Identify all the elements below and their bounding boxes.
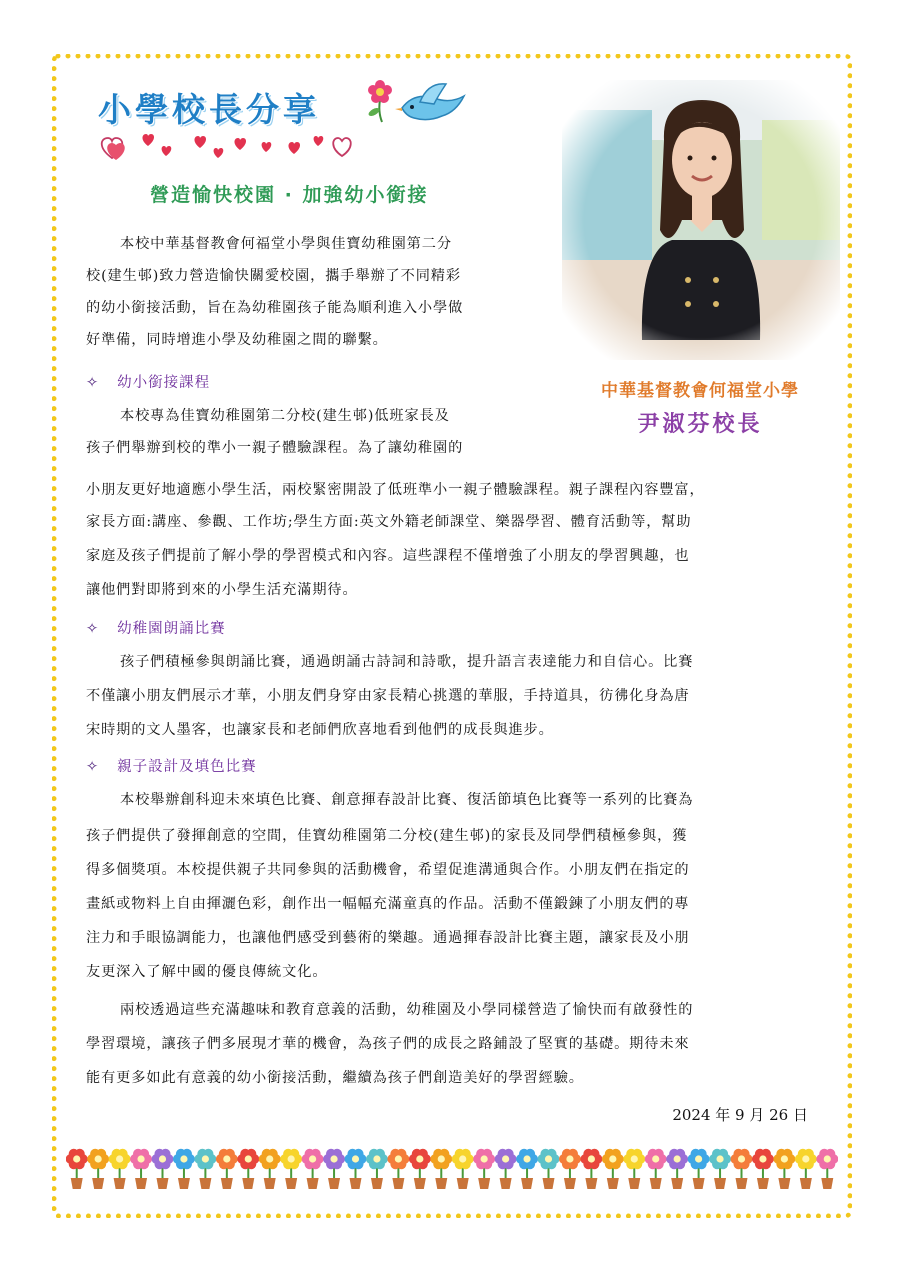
flower-icon — [280, 1149, 302, 1189]
flower-icon — [516, 1149, 538, 1189]
flower-icon — [623, 1149, 645, 1189]
flower-icon — [538, 1149, 560, 1189]
section-1-line-6: 讓他們對即將到來的小學生活充滿期待。 — [86, 582, 358, 598]
flower-icon — [666, 1149, 688, 1189]
section-3-line-1: 本校舉辦創科迎未來填色比賽、創意揮春設計比賽、復活節填色比賽等一系列的比賽為 — [120, 792, 694, 808]
flower-icon — [452, 1149, 474, 1189]
intro-line-3: 的幼小銜接活動，旨在為幼稚園孩子能為順利進入小學做 — [86, 300, 464, 316]
section-3-line-6: 友更深入了解中國的優良傳統文化。 — [86, 964, 328, 980]
section-heading-3 — [86, 756, 257, 778]
principal-caption — [560, 376, 840, 438]
section-1-line-4: 家長方面:講座、參觀、工作坊;學生方面:英文外籍老師課堂、樂器學習、體育活動等，幫助 — [86, 514, 692, 530]
flower-icon — [731, 1149, 753, 1189]
section-2-line-1: 孩子們積極參與朗誦比賽，通過朗誦古詩詞和詩歌，提升語言表達能力和自信心。比賽 — [120, 654, 694, 670]
principal-school: 中華基督教會何福堂小學 — [601, 381, 799, 401]
flower-icon — [194, 1149, 216, 1189]
flower-icon — [173, 1149, 195, 1189]
section-heading-label: 幼小銜接課程 — [117, 375, 211, 391]
flower-icon — [645, 1149, 667, 1189]
section-heading-1 — [86, 372, 210, 394]
flower-icon — [216, 1149, 238, 1189]
sparkle-icon: ✧ — [86, 759, 100, 775]
section-3-line-5: 注力和手眼協調能力，也讓他們感受到藝術的樂趣。通過揮春設計比賽主題，讓家長及小朋 — [86, 930, 690, 946]
closing-line-2: 學習環境，讓孩子們多展現才華的機會，為孩子們的成長之路鋪設了堅實的基礎。期待未來 — [86, 1036, 690, 1052]
section-3-line-2: 孩子們提供了發揮創意的空間，佳寶幼稚園第二分校(建生邨)的家長及同學們積極參與，獲 — [86, 828, 688, 844]
section-heading-2 — [86, 618, 226, 640]
subtitle: 營造愉快校園 · 加強幼小銜接 — [150, 184, 429, 206]
sparkle-icon: ✧ — [86, 375, 100, 391]
flower-icon — [688, 1149, 710, 1189]
flower-icon — [237, 1149, 259, 1189]
flower-icon — [430, 1149, 452, 1189]
section-1-line-2: 孩子們舉辦到校的準小一親子體驗課程。為了讓幼稚園的 — [86, 440, 464, 456]
page-title: 小學校長分享 — [98, 90, 320, 129]
section-2-line-2: 不僅讓小朋友們展示才華，小朋友們身穿由家長精心挑選的華服，手持道具，彷彿化身為唐 — [86, 688, 690, 704]
flower-icon — [473, 1149, 495, 1189]
flower-icon — [152, 1149, 174, 1189]
closing-line-3: 能有更多如此有意義的幼小銜接活動，繼續為孩子們創造美好的學習經驗。 — [86, 1070, 584, 1086]
flower-icon — [816, 1149, 838, 1189]
flower-icon — [409, 1149, 431, 1189]
flower-icon — [66, 1149, 88, 1189]
section-3-line-4: 畫紙或物料上自由揮灑色彩，創作出一幅幅充滿童真的作品。活動不僅鍛鍊了小朋友們的專 — [86, 896, 690, 912]
section-heading-label: 幼稚園朗誦比賽 — [117, 621, 226, 637]
section-1-line-1: 本校專為佳寶幼稚園第二分校(建生邨)低班家長及 — [120, 408, 450, 424]
section-1-line-3: 小朋友更好地適應小學生活，兩校緊密開設了低班準小一親子體驗課程。親子課程內容豐富， — [86, 482, 705, 498]
principal-name: 尹淑芬校長 — [637, 412, 763, 437]
flower-icon — [602, 1149, 624, 1189]
flower-icon — [752, 1149, 774, 1189]
flower-icon — [345, 1149, 367, 1189]
intro-line-4: 好準備，同時增進小學及幼稚園之間的聯繫。 — [86, 332, 388, 348]
flower-border-row — [66, 1148, 838, 1190]
hearts-icon — [96, 130, 356, 164]
flower-icon — [323, 1149, 345, 1189]
flower-icon — [795, 1149, 817, 1189]
flower-icon — [259, 1149, 281, 1189]
flower-icon — [773, 1149, 795, 1189]
flower-icon — [109, 1149, 131, 1189]
principal-photo — [562, 80, 840, 360]
intro-line-2: 校(建生邨)致力營造愉快關愛校園，攜手舉辦了不同精彩 — [86, 268, 461, 284]
flower-icon — [302, 1149, 324, 1189]
intro-line-1: 本校中華基督教會何福堂小學與佳寶幼稚園第二分 — [120, 236, 452, 252]
closing-line-1: 兩校透過這些充滿趣味和教育意義的活動，幼稚園及小學同樣營造了愉快而有啟發性的 — [120, 1002, 694, 1018]
flower-icon — [495, 1149, 517, 1189]
bird-icon — [394, 78, 470, 134]
section-1-line-5: 家庭及孩子們提前了解小學的學習模式和內容。這些課程不僅增強了小朋友的學習興趣，也 — [86, 548, 690, 564]
flower-icon — [580, 1149, 602, 1189]
flower-icon — [559, 1149, 581, 1189]
section-heading-label: 親子設計及填色比賽 — [117, 759, 257, 775]
section-3-line-3: 得多個獎項。本校提供親子共同參與的活動機會，希望促進溝通與合作。小朋友們在指定的 — [86, 862, 690, 878]
section-2-line-3: 宋時期的文人墨客，也讓家長和老師們欣喜地看到他們的成長與進步。 — [86, 722, 554, 738]
flower-icon — [87, 1149, 109, 1189]
flower-icon — [366, 1149, 388, 1189]
flower-icon — [387, 1149, 409, 1189]
flower-icon — [130, 1149, 152, 1189]
flower-icon — [709, 1149, 731, 1189]
sparkle-icon: ✧ — [86, 621, 100, 637]
document-date: 2024 年 9 月 26 日 — [672, 1106, 808, 1124]
